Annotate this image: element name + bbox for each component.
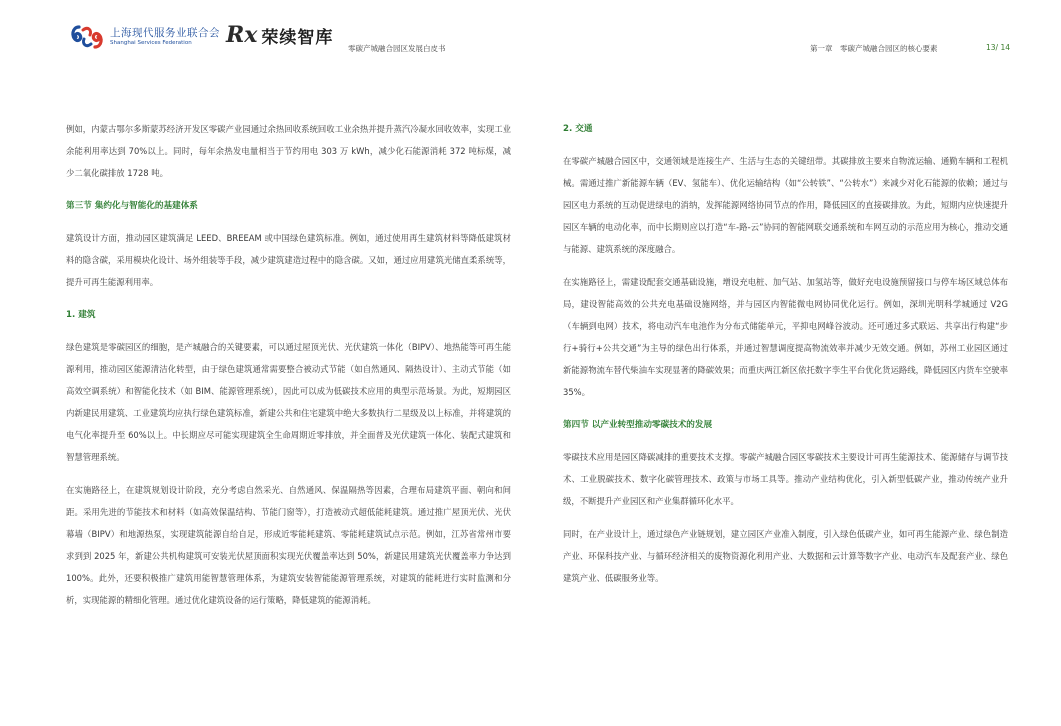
chapter-title: 第一章 零碳产城融合园区的核心要素 — [810, 44, 938, 53]
left-column — [66, 118, 511, 622]
paragraph: 绿色建筑是零碳园区的细胞，是产城融合的关键要素，可以通过屋顶光伏、光伏建筑一体化（BIPV）、地热能等可再生能源利用，推动园区能源清洁化转型，由于绿色建筑通常需要整合被动式节能（如自然通风、隔热设计）、主动式节能（如高效空调系统）和智能化技术（如 BIM、能源管理系统），因此可以成为低碳技术应用的典型示范场景。为此，短期园区内新建民用建筑、工业建筑均应执行绿色建筑标准，新建公共和住宅建筑中绝大多数执行二星级及以上标准，并将建筑的电气化率提升至 60%以上。中长期应尽可能实现建筑全生命周期近零排放，并全面普及光伏建筑一体化、装配式建筑和智慧管理系统。 — [66, 342, 511, 462]
paragraph: 建筑设计方面，推动园区建筑满足 LEED、BREEAM 或中国绿色建筑标准。例如，通过使用再生建筑材料等降低建筑材料的隐含碳，采用模块化设计、场外组装等手段，减少建筑建造过程中的隐含碳。又如，通过应用建筑光储直柔系统等，提升可再生能源利用率。 — [66, 233, 511, 287]
paragraph: 在实施路径上，在建筑规划设计阶段，充分考虑自然采光、自然通风、保温隔热等因素，合理布局建筑平面、朝向和间距。采用先进的节能技术和材料（如高效保温结构、节能门窗等），打造被动式超低能耗建筑。通过推广屋顶光伏、光伏幕墙（BIPV）和地源热泵，实现建筑能源自给自足，形成近零能耗建筑、零能耗建筑试点示范。例如，江苏省常州市要求到到 2025 年，新建公共机构建筑可安装光伏屋顶面积实现光伏覆盖率达到 50%，新建民用建筑光伏覆盖率力争达到 100%。此外，还要积极推广建筑用能智慧管理体系，为建筑安装智能能源管理系统，对建筑的能耗进行实时监测和分析，实现能源的精细化管理。通过优化建筑设备的运行策略，降低建筑的能源消耗。 — [66, 485, 511, 605]
federation-name-cn: 上海现代服务业联合会 — [110, 27, 220, 39]
subsection-heading: 2. 交通 — [563, 124, 593, 134]
subsection-heading: 1. 建筑 — [66, 310, 96, 320]
federation-emblem-icon — [70, 24, 104, 50]
paragraph: 例如，内蒙古鄂尔多斯蒙苏经济开发区零碳产业园通过余热回收系统回收工业余热并提升蒸汽冷凝水回收效率，实现工业余能利用率达到 70%以上。同时，每年余热发电量相当于节约用电 303 万 kWh，减少化石能源消耗 372 吨标煤，减少二氧化碳排放 1728 吨。 — [66, 124, 511, 178]
federation-logo — [70, 24, 220, 50]
paragraph: 在实施路径上，需建设配套交通基础设施，增设充电桩、加气站、加氢站等，做好充电设施预留接口与停车场区域总体布局，建设智能高效的公共充电基础设施网络，并与园区内智能微电网协同优化运行。例如，深圳光明科学城通过 V2G（车辆到电网）技术，将电动汽车电池作为分布式储能单元，平抑电网峰谷波动。还可通过多式联运、共享出行构建“步行+骑行+公共交通”为主导的绿色出行体系，并通过智慧调度提高物流效率并减少无效交通。例如，苏州工业园区通过新能源物流车替代柴油车实现显著的降碳效果；而重庆两江新区依托数字孪生平台优化货运路线，降低园区内货车空驶率 35%。 — [563, 277, 1008, 397]
paragraph: 在零碳产城融合园区中，交通领域是连接生产、生活与生态的关键纽带。其碳排放主要来自物流运输、通勤车辆和工程机械。需通过推广新能源车辆（EV、氢能车）、优化运输结构（如“公转铁”、“公转水”）来减少对化石能源的依赖；通过与园区电力系统的互动促进绿电的消纳，发挥能源网络协同节点的作用，降低园区的直接碳排放。为此，短期内应快速提升园区车辆的电动化率，而中长期则应以打造“车-路-云”协同的智能网联交通系统和车网互动的示范应用为核心，推动交通与能源、建筑系统的深度融合。 — [563, 156, 1008, 254]
section-heading: 第三节 集约化与智能化的基建体系 — [66, 201, 198, 211]
section-heading: 第四节 以产业转型推动零碳技术的发展 — [563, 420, 713, 430]
right-column — [563, 118, 1008, 600]
brand-logo — [226, 22, 333, 48]
federation-name-en: Shanghai Services Federation — [110, 39, 192, 46]
brand-name: 荣续智库 — [261, 27, 334, 48]
document-subtitle: 零碳产城融合园区发展白皮书 — [348, 44, 446, 53]
paragraph: 同时，在产业设计上，通过绿色产业链规划，建立园区产业准入制度，引入绿色低碳产业，如可再生能源产业、绿色制造产业、环保科技产业、与循环经济相关的废物资源化利用产业、大数据和云计算等数字产业、电动汽车及配套产业、绿色建筑产业、低碳服务业等。 — [563, 529, 1008, 583]
page-number: 13/ 14 — [986, 43, 1010, 52]
brand-mark: Rx — [226, 22, 258, 48]
page-header — [0, 0, 1061, 70]
paragraph: 零碳技术应用是园区降碳减排的重要技术支撑。零碳产城融合园区零碳技术主要设计可再生能源技术、能源储存与调节技术、工业脱碳技术、数字化碳管理技术、政策与市场工具等。推动产业结构优化，引入新型低碳产业，推动传统产业升级，不断提升产业园区和产业集群循环化水平。 — [563, 452, 1008, 506]
